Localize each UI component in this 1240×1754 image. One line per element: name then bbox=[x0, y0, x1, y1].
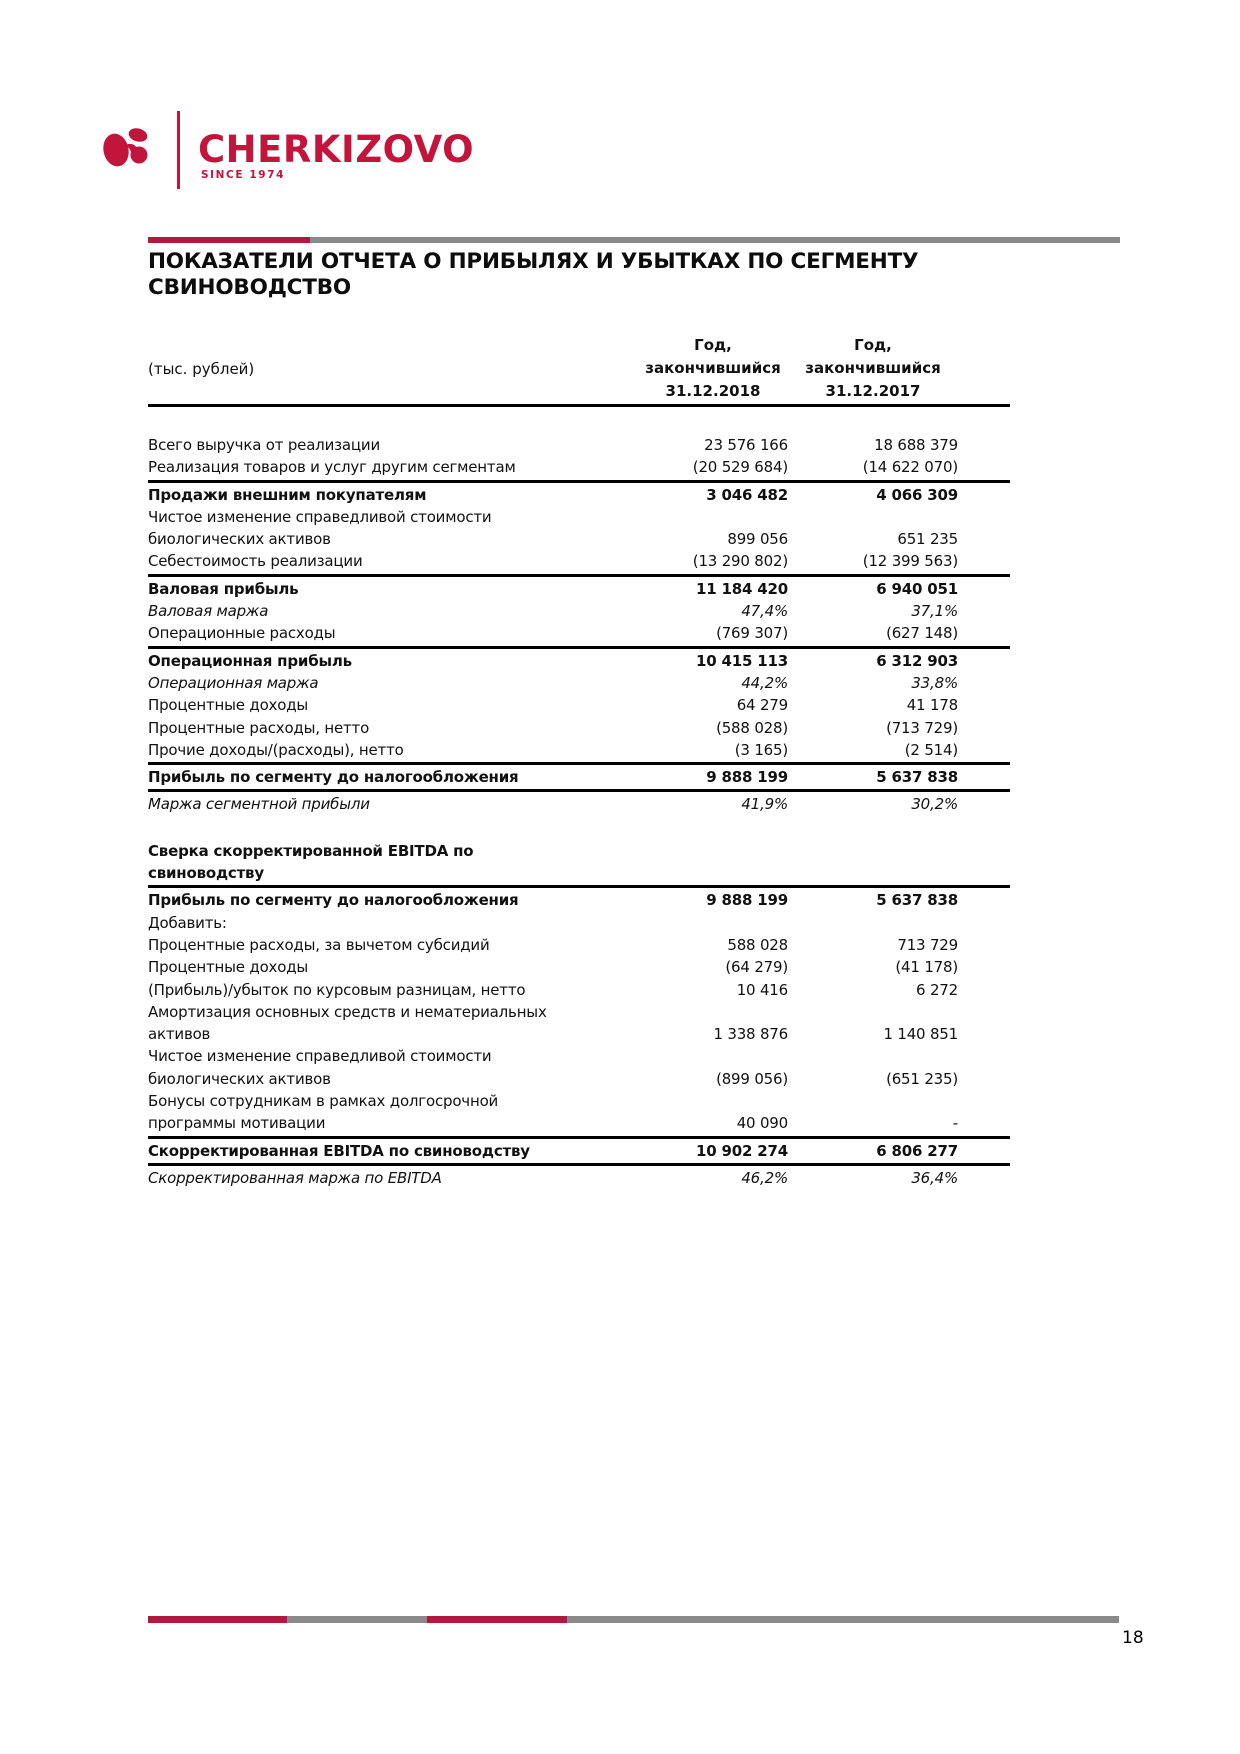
row-label: Продажи внешним покупателям bbox=[148, 485, 427, 504]
table-row bbox=[148, 739, 1010, 761]
table-row bbox=[148, 1167, 1010, 1189]
value-2018 bbox=[638, 840, 788, 862]
value-2018: 3 046 482 bbox=[706, 485, 788, 504]
footer-bar-gray-segment bbox=[287, 1616, 427, 1623]
row-label: активов bbox=[148, 1025, 211, 1044]
value-2017: 5 637 838 bbox=[876, 768, 958, 787]
financial-table bbox=[148, 334, 1010, 1189]
table-row bbox=[148, 912, 1010, 934]
value-2018: 47,4% bbox=[741, 602, 788, 621]
value-2017: - bbox=[952, 1114, 958, 1133]
column-header-line: Год, bbox=[694, 336, 732, 354]
table-header bbox=[148, 334, 1010, 403]
value-2017 bbox=[788, 506, 958, 528]
table-row bbox=[148, 434, 1010, 456]
value-2017: (12 399 563) bbox=[862, 552, 958, 571]
value-2018: 10 415 113 bbox=[696, 651, 788, 670]
table-row bbox=[148, 622, 1010, 644]
value-2018: 10 416 bbox=[736, 980, 788, 999]
table-row bbox=[148, 1112, 1010, 1134]
brand-since-text: SINCE 1974 bbox=[201, 169, 286, 181]
value-2017: 5 637 838 bbox=[876, 891, 958, 910]
value-2018: (13 290 802) bbox=[692, 552, 788, 571]
table-row bbox=[148, 1068, 1010, 1090]
table-rows bbox=[148, 408, 1010, 1189]
value-2017: 37,1% bbox=[911, 602, 958, 621]
table-row bbox=[148, 1001, 1010, 1023]
table-row bbox=[148, 484, 1010, 506]
value-2017: (627 148) bbox=[886, 624, 958, 643]
table-row bbox=[148, 956, 1010, 978]
value-2017: 18 688 379 bbox=[874, 436, 958, 454]
table-rule bbox=[148, 885, 1010, 888]
row-label: программы мотивации bbox=[148, 1114, 326, 1133]
table-row bbox=[148, 456, 1010, 478]
value-2018: (769 307) bbox=[716, 624, 788, 643]
row-label: Операционная маржа bbox=[148, 673, 319, 692]
row-label: Прибыль по сегменту до налогообложения bbox=[148, 768, 519, 787]
value-2018 bbox=[638, 506, 788, 528]
value-2017: 6 806 277 bbox=[876, 1141, 958, 1160]
row-label: Чистое изменение справедливой стоимости bbox=[148, 507, 492, 526]
row-label: Прочие доходы/(расходы), нетто bbox=[148, 740, 404, 759]
row-label: Скорректированная маржа по EBITDA bbox=[148, 1168, 442, 1187]
table-row bbox=[148, 717, 1010, 739]
row-label: биологических активов bbox=[148, 1069, 331, 1088]
value-2018 bbox=[638, 1001, 788, 1023]
table-rule bbox=[148, 1136, 1010, 1139]
footer-divider-bar bbox=[148, 1616, 1119, 1623]
value-2017 bbox=[788, 1045, 958, 1067]
table-row bbox=[148, 506, 1010, 528]
value-2017: 6 312 903 bbox=[876, 651, 958, 670]
row-label: Валовая прибыль bbox=[148, 579, 299, 598]
row-label: Операционная прибыль bbox=[148, 651, 352, 670]
value-2018 bbox=[638, 1090, 788, 1112]
value-2017: 6 272 bbox=[916, 980, 958, 999]
table-rule bbox=[148, 789, 1010, 792]
row-label: Бонусы сотрудникам в рамках долгосрочной bbox=[148, 1092, 499, 1111]
value-2018: (588 028) bbox=[716, 718, 788, 737]
table-row bbox=[148, 793, 1010, 815]
value-2017: 33,8% bbox=[911, 673, 958, 692]
row-label: (Прибыль)/убыток по курсовым разницам, нетто bbox=[148, 980, 526, 999]
footer-bar-red-segment bbox=[148, 1616, 287, 1623]
table-row bbox=[148, 578, 1010, 600]
top-divider-bar bbox=[148, 237, 1120, 243]
value-2018: (64 279) bbox=[725, 958, 788, 977]
value-2017: (41 178) bbox=[895, 958, 958, 977]
footer-bar-red-segment bbox=[427, 1616, 567, 1623]
value-2017: 651 235 bbox=[897, 530, 958, 549]
value-2018 bbox=[638, 1045, 788, 1067]
table-row bbox=[148, 840, 1010, 862]
value-2018: 64 279 bbox=[736, 696, 788, 715]
value-2017: (713 729) bbox=[886, 718, 958, 737]
top-bar-red-segment bbox=[148, 237, 310, 243]
table-row bbox=[148, 889, 1010, 911]
table-row bbox=[148, 1140, 1010, 1162]
table-row bbox=[148, 672, 1010, 694]
column-header-line: 31.12.2017 bbox=[825, 382, 921, 400]
unit-label: (тыс. рублей) bbox=[148, 359, 255, 378]
value-2017 bbox=[788, 840, 958, 862]
page-title: ПОКАЗАТЕЛИ ОТЧЕТА О ПРИБЫЛЯХ И УБЫТКАХ ПО СЕГМЕНТУ СВИНОВОДСТВО bbox=[148, 249, 919, 300]
column-header-line: 31.12.2018 bbox=[665, 382, 761, 400]
row-label: Себестоимость реализации bbox=[148, 552, 363, 571]
value-2017: 36,4% bbox=[911, 1168, 958, 1187]
table-row bbox=[148, 600, 1010, 622]
value-2018: 588 028 bbox=[727, 935, 788, 954]
table-row bbox=[148, 1045, 1010, 1067]
value-2018: 41,9% bbox=[741, 795, 788, 814]
table-rule bbox=[148, 480, 1010, 483]
value-2017: (14 622 070) bbox=[862, 458, 958, 477]
value-2017: (651 235) bbox=[886, 1069, 958, 1088]
value-2018: 899 056 bbox=[727, 530, 788, 549]
column-header-line: закончившийся bbox=[805, 359, 941, 377]
row-label: Сверка скорректированной EBITDA по bbox=[148, 841, 474, 860]
row-label: Процентные доходы bbox=[148, 696, 309, 715]
value-2018: (3 165) bbox=[734, 740, 788, 759]
table-row bbox=[148, 766, 1010, 788]
column-header-line: закончившийся bbox=[645, 359, 781, 377]
value-2018: 9 888 199 bbox=[706, 891, 788, 910]
table-row bbox=[148, 1090, 1010, 1112]
top-bar-gray-segment bbox=[310, 237, 1120, 243]
value-2017: (2 514) bbox=[904, 740, 958, 759]
table-row bbox=[148, 528, 1010, 550]
column-header-2017 bbox=[788, 334, 958, 403]
row-label: Добавить: bbox=[148, 913, 227, 932]
value-2017 bbox=[788, 862, 958, 884]
value-2017 bbox=[788, 1001, 958, 1023]
value-2018: (899 056) bbox=[716, 1069, 788, 1088]
column-header-line: Год, bbox=[854, 336, 892, 354]
cherkizovo-logo-icon bbox=[101, 125, 155, 171]
row-label: свиноводству bbox=[148, 864, 264, 883]
table-row bbox=[148, 934, 1010, 956]
table-row bbox=[148, 694, 1010, 716]
value-2017: 30,2% bbox=[911, 795, 958, 814]
row-label: Скорректированная EBITDA по свиноводству bbox=[148, 1141, 530, 1160]
column-header-2018 bbox=[638, 334, 788, 403]
row-label: Реализация товаров и услуг другим сегментам bbox=[148, 458, 516, 477]
row-label: биологических активов bbox=[148, 530, 331, 549]
row-label: Амортизация основных средств и нематериальных bbox=[148, 1002, 547, 1021]
value-2017: 6 940 051 bbox=[876, 579, 958, 598]
table-row bbox=[148, 1023, 1010, 1045]
page-number: 18 bbox=[1122, 1628, 1144, 1648]
value-2018: 23 576 166 bbox=[704, 436, 788, 454]
value-2018 bbox=[638, 912, 788, 934]
table-row bbox=[148, 550, 1010, 572]
row-label: Процентные расходы, нетто bbox=[148, 718, 370, 737]
value-2018: 46,2% bbox=[741, 1168, 788, 1187]
row-label: Процентные расходы, за вычетом субсидий bbox=[148, 935, 490, 954]
logo-divider bbox=[177, 111, 180, 189]
value-2017: 4 066 309 bbox=[876, 485, 958, 504]
value-2017 bbox=[788, 1090, 958, 1112]
value-2017 bbox=[788, 912, 958, 934]
value-2018: 10 902 274 bbox=[696, 1141, 788, 1160]
row-label: Чистое изменение справедливой стоимости bbox=[148, 1047, 492, 1066]
row-label: Прибыль по сегменту до налогообложения bbox=[148, 891, 519, 910]
table-rule bbox=[148, 1163, 1010, 1166]
value-2017: 713 729 bbox=[897, 935, 958, 954]
value-2018: 11 184 420 bbox=[696, 579, 788, 598]
value-2017: 1 140 851 bbox=[883, 1025, 958, 1044]
brand-wordmark: CHERKIZOVO bbox=[198, 128, 475, 171]
row-label: Валовая маржа bbox=[148, 602, 269, 621]
row-label: Всего выручка от реализации bbox=[148, 436, 380, 454]
footer-bar-gray-segment bbox=[567, 1616, 1119, 1623]
row-label: Процентные доходы bbox=[148, 958, 309, 977]
table-row bbox=[148, 862, 1010, 884]
table-row bbox=[148, 650, 1010, 672]
table-row bbox=[148, 979, 1010, 1001]
value-2018: 44,2% bbox=[741, 673, 788, 692]
row-label: Операционные расходы bbox=[148, 624, 336, 643]
table-rule bbox=[148, 574, 1010, 577]
row-label: Маржа сегментной прибыли bbox=[148, 795, 370, 814]
table-rule bbox=[148, 646, 1010, 649]
value-2018: 40 090 bbox=[736, 1114, 788, 1133]
value-2018: 9 888 199 bbox=[706, 768, 788, 787]
value-2018: 1 338 876 bbox=[713, 1025, 788, 1044]
value-2017: 41 178 bbox=[906, 696, 958, 715]
value-2018 bbox=[638, 862, 788, 884]
header-rule bbox=[148, 404, 1010, 407]
value-2018: (20 529 684) bbox=[692, 458, 788, 477]
table-rule bbox=[148, 762, 1010, 765]
